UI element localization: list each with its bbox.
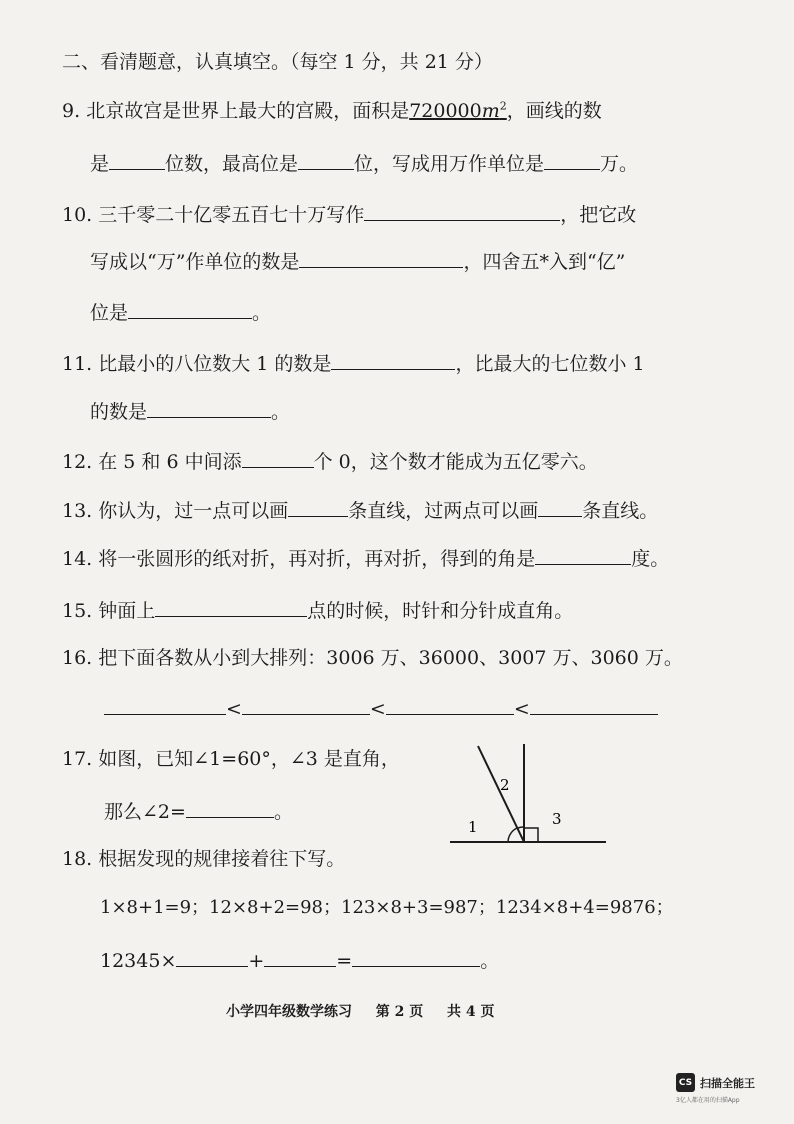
q10-text: 三千零二十亿零五百七十万写作	[98, 204, 365, 226]
answer-blank[interactable]	[386, 694, 514, 715]
answer-blank[interactable]	[128, 298, 252, 319]
question-17-line2	[104, 797, 293, 824]
question-14	[62, 544, 669, 571]
less-than-sign: <	[226, 698, 242, 720]
angle-label-2: 2	[500, 776, 510, 794]
q9-text-end: ，画线的数	[506, 100, 602, 122]
question-10-line1	[62, 200, 636, 227]
answer-blank[interactable]	[331, 349, 455, 370]
question-10-line3	[90, 298, 271, 325]
q11-text: 的数是	[90, 401, 148, 423]
q10-text: ，四舍五*入到“亿”	[463, 251, 626, 273]
question-13	[62, 496, 658, 523]
q17-text: 。	[273, 801, 293, 823]
question-number: 14.	[62, 548, 93, 570]
question-18-task	[100, 946, 499, 973]
answer-blank[interactable]	[176, 946, 248, 967]
scanner-name: 扫描全能王	[700, 1076, 755, 1090]
q11-text: ，比最大的七位数小 1	[455, 353, 645, 375]
answer-blank[interactable]	[242, 447, 314, 468]
q17-text: 如图，已知∠1=60°，∠3 是直角，	[98, 748, 400, 770]
question-9-line1	[62, 99, 602, 123]
answer-blank[interactable]	[298, 149, 354, 170]
question-18-line1	[62, 847, 345, 871]
question-11-line2	[90, 397, 290, 424]
question-number: 18.	[62, 848, 93, 870]
less-than-sign: <	[369, 698, 386, 720]
q13-text: 条直线，过两点可以画	[348, 500, 539, 522]
q9-text: 位，写成用万作单位是	[354, 153, 545, 175]
slanted-line	[478, 746, 524, 842]
scanner-logo-icon: CS	[676, 1073, 695, 1092]
question-15	[62, 596, 573, 623]
q17-text: 那么∠2=	[104, 801, 186, 823]
question-17-line1	[62, 747, 400, 771]
q14-text: 度。	[631, 548, 670, 570]
angle-1-arc	[508, 828, 517, 842]
angle-label-3: 3	[552, 810, 562, 828]
question-number: 12.	[62, 451, 93, 473]
less-than-sign: <	[513, 698, 530, 720]
answer-blank[interactable]	[544, 149, 600, 170]
answer-blank[interactable]	[538, 496, 582, 517]
q13-text: 你认为，过一点可以画	[98, 500, 289, 522]
question-number: 16.	[62, 647, 93, 669]
q18-text: =	[336, 950, 353, 972]
angle-figure	[440, 740, 620, 850]
q18-text: 。	[480, 950, 500, 972]
q12-text: 在 5 和 6 中间添	[98, 451, 242, 473]
q9-text: 是	[90, 153, 110, 175]
question-10-line2	[90, 247, 625, 274]
q9-text: 万。	[600, 153, 639, 175]
answer-blank[interactable]	[147, 397, 271, 418]
q11-text: 。	[271, 401, 291, 423]
q10-text: 位是	[90, 302, 129, 324]
question-18-pattern: 1×8+1=9；12×8+2=98；123×8+3=987；1234×8+4=9876；	[100, 897, 674, 918]
footer-title: 小学四年级数学练习	[226, 1004, 352, 1020]
answer-blank[interactable]	[104, 694, 226, 715]
q13-text: 条直线。	[582, 500, 659, 522]
q12-text: 个 0，这个数才能成为五亿零六。	[313, 451, 598, 473]
answer-blank[interactable]	[109, 149, 165, 170]
q15-text: 钟面上	[98, 600, 156, 622]
answer-blank[interactable]	[242, 694, 370, 715]
scanner-watermark	[676, 1073, 755, 1092]
answer-blank[interactable]	[352, 946, 480, 967]
q11-text: 比最小的八位数大 1 的数是	[98, 353, 332, 375]
q9-area-exp: 2	[499, 99, 507, 113]
answer-blank[interactable]	[186, 797, 274, 818]
question-number: 13.	[62, 500, 93, 522]
question-11-line1	[62, 349, 645, 376]
question-9-line2	[90, 149, 638, 176]
question-number: 9.	[62, 100, 81, 122]
q16-text: 把下面各数从小到大排列：3006 万、36000、3007 万、3060 万。	[98, 647, 683, 669]
answer-blank[interactable]	[155, 596, 307, 617]
question-12	[62, 447, 598, 474]
answer-blank[interactable]	[364, 200, 560, 221]
q18-text: +	[248, 950, 265, 972]
answer-blank[interactable]	[288, 496, 348, 517]
q10-text: 写成以“万”作单位的数是	[90, 251, 300, 273]
angle-label-1: 1	[468, 818, 478, 836]
answer-blank[interactable]	[530, 694, 658, 715]
q9-text: 北京故宫是世界上最大的宫殿，面积是	[86, 100, 410, 122]
q9-area-unit: m	[481, 100, 500, 122]
answer-blank[interactable]	[299, 247, 463, 268]
scanner-slogan: 3亿人都在用的扫描App	[676, 1097, 740, 1104]
q15-text: 点的时候，时针和分针成直角。	[307, 600, 574, 622]
question-number: 17.	[62, 748, 93, 770]
q18-text: 12345×	[100, 950, 177, 972]
answer-blank[interactable]	[264, 946, 336, 967]
footer	[226, 1001, 495, 1021]
q9-area	[409, 100, 507, 122]
answer-blank[interactable]	[535, 544, 631, 565]
q10-text: 。	[252, 302, 272, 324]
right-angle-mark	[524, 828, 538, 842]
question-number: 15.	[62, 600, 93, 622]
section-heading: 二、看清题意，认真填空。（每空 1 分，共 21 分）	[62, 51, 493, 73]
footer-total: 共 4 页	[447, 1004, 495, 1020]
question-number: 10.	[62, 204, 93, 226]
question-16	[62, 646, 683, 670]
footer-page: 第 2 页	[375, 1004, 424, 1020]
question-16-answer-row	[104, 694, 658, 721]
question-number: 11.	[62, 353, 93, 375]
q9-text: 位数，最高位是	[165, 153, 299, 175]
q18-text: 根据发现的规律接着往下写。	[98, 848, 346, 870]
q9-area-value: 720000	[409, 100, 482, 122]
q10-text: ，把它改	[560, 204, 637, 226]
q14-text: 将一张圆形的纸对折，再对折，再对折，得到的角是	[98, 548, 536, 570]
